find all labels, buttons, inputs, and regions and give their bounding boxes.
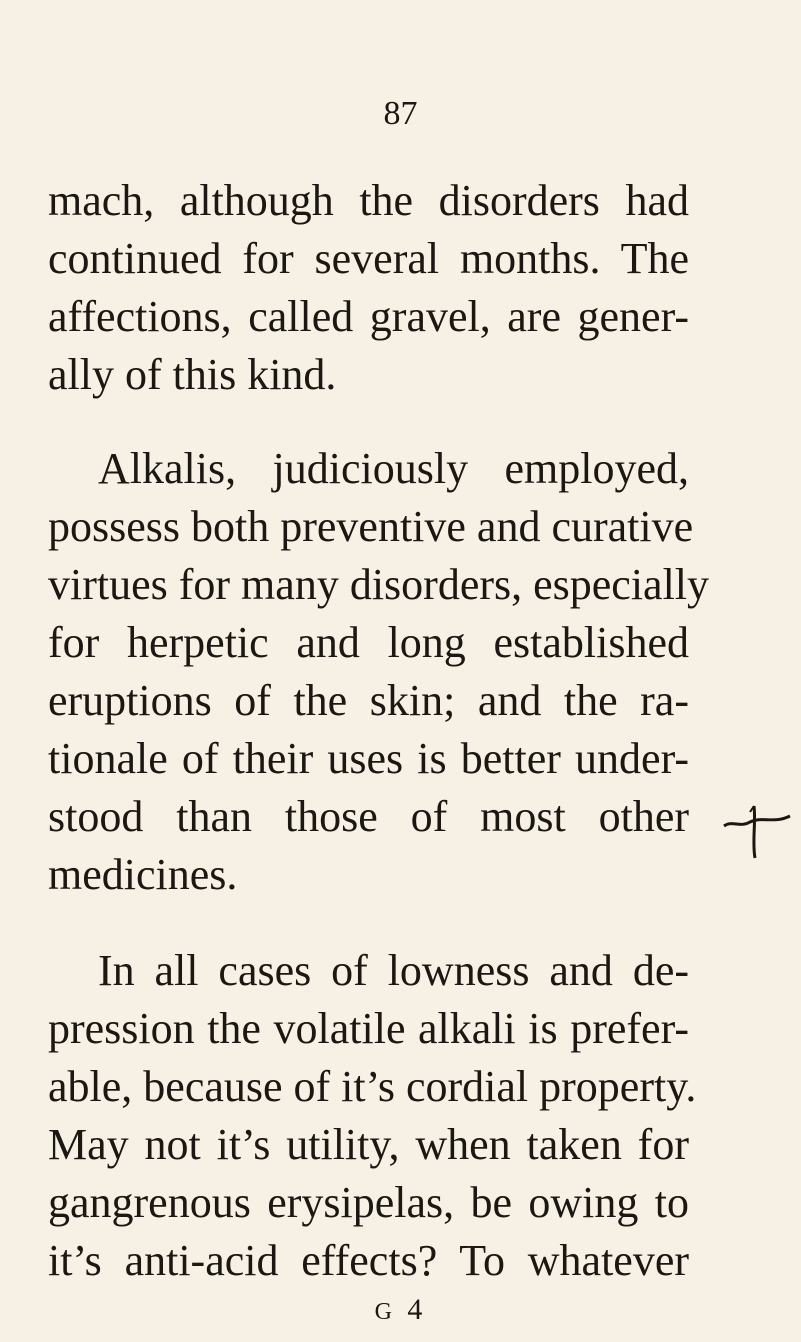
text-line: stood than those of most other — [48, 792, 689, 841]
text-line: In all cases of lowness and de- — [98, 946, 689, 995]
text-line: medicines. — [48, 850, 238, 899]
text-line: virtues for many disorders, especially — [48, 560, 710, 609]
text-line: Alkalis, judiciously employed, — [98, 444, 689, 493]
signature-number: 4 — [407, 1293, 427, 1326]
signature-letter: G — [374, 1299, 396, 1325]
text-line: continued for several months. The — [48, 234, 689, 283]
text-line: gangrenous erysipelas, be owing to — [48, 1178, 689, 1227]
text-line: eruptions of the skin; and the ra- — [48, 676, 689, 725]
cross-mark-icon — [722, 802, 792, 882]
text-line: mach, although the disorders had — [48, 176, 689, 225]
text-line: affections, called gravel, are gener- — [48, 292, 689, 341]
text-line: able, because of it’s cordial property. — [48, 1062, 697, 1111]
text-line: ally of this kind. — [48, 350, 337, 399]
text-line: tionale of their uses is better under- — [48, 734, 689, 783]
text-line: it’s anti-acid effects? To whatever — [48, 1236, 689, 1285]
text-line: May not it’s utility, when taken for — [48, 1120, 689, 1169]
page-number: 87 — [383, 95, 418, 132]
text-line: pression the volatile alkali is prefer- — [48, 1004, 689, 1053]
text-line: for herpetic and long established — [48, 618, 689, 667]
signature-mark — [0, 1290, 801, 1332]
text-line: possess both preventive and curative — [48, 502, 694, 551]
